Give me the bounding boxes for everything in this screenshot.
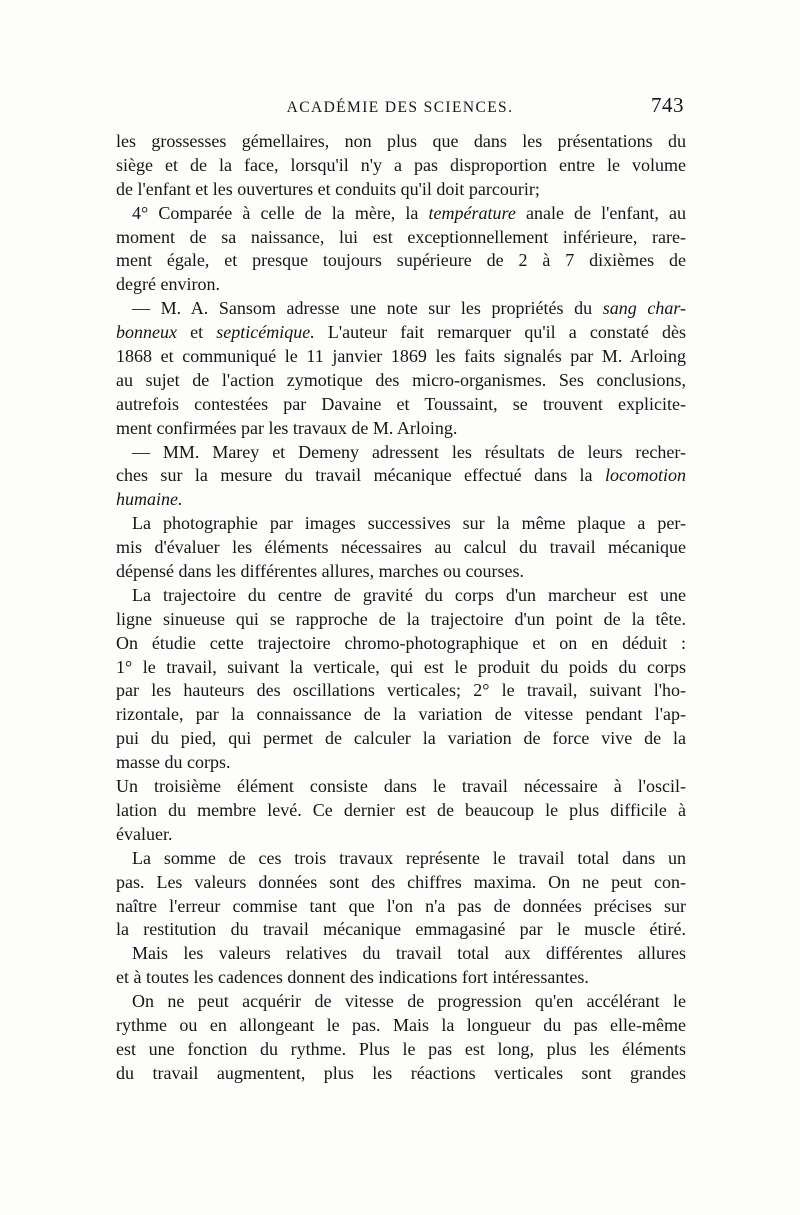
text-run: pas. Les valeurs données sont des chiffres maxima. On ne peut con-	[116, 871, 686, 892]
text-run: lation du membre levé. Ce dernier est de beaucoup le plus difficile à	[116, 799, 686, 820]
text-run: — MM. Marey et Demeny adressent les résultats de leurs recher-	[132, 441, 686, 462]
text-line	[116, 608, 686, 632]
text-run: la restitution du travail mécanique emmagasiné par le muscle étiré.	[116, 919, 686, 940]
body-text	[116, 130, 686, 1086]
italic-text: température	[428, 202, 516, 223]
text-line	[116, 942, 686, 966]
text-line	[116, 464, 686, 488]
text-line	[116, 130, 686, 154]
text-line	[116, 1014, 686, 1038]
text-run: La trajectoire du centre de gravité du corps d'un marcheur est une	[132, 584, 686, 605]
text-run: — M. A. Sansom adresse une note sur les propriétés du	[132, 298, 603, 319]
text-run: degré environ.	[116, 274, 220, 295]
italic-text: bonneux	[116, 322, 177, 343]
text-run: masse du corps.	[116, 752, 231, 773]
running-header	[116, 93, 684, 123]
text-run: au sujet de l'action zymotique des micro-organismes. Ses conclusions,	[116, 369, 686, 390]
text-line	[116, 345, 686, 369]
text-line	[116, 154, 686, 178]
text-run: La photographie par images successives sur la même plaque a per-	[132, 513, 686, 534]
italic-text: septicémique.	[216, 322, 315, 343]
text-run: naître l'erreur commise tant que l'on n'a pas de données précises sur	[116, 895, 686, 916]
text-run: de l'enfant et les ouvertures et conduits qu'il doit parcourir;	[116, 178, 540, 199]
text-run: On étudie cette trajectoire chromo-photographique et on en déduit :	[116, 632, 686, 653]
text-line	[116, 895, 686, 919]
text-run: La somme de ces trois travaux représente le travail total dans un	[132, 847, 686, 868]
text-line	[116, 273, 686, 297]
text-line	[116, 966, 686, 990]
text-run: évaluer.	[116, 823, 173, 844]
text-line	[116, 990, 686, 1014]
text-run: pui du pied, qui permet de calculer la variation de force vive de la	[116, 728, 686, 749]
text-line	[116, 512, 686, 536]
text-line	[116, 321, 686, 345]
text-run: Mais les valeurs relatives du travail total aux différentes allures	[132, 943, 686, 964]
text-line	[116, 727, 686, 751]
text-line	[116, 847, 686, 871]
text-line	[116, 297, 686, 321]
text-line	[116, 823, 686, 847]
text-run: 1° le travail, suivant la verticale, qui est le produit du poids du corps	[116, 656, 686, 677]
text-line	[116, 369, 686, 393]
text-line	[116, 417, 686, 441]
text-line	[116, 799, 686, 823]
text-line	[116, 871, 686, 895]
text-line	[116, 226, 686, 250]
text-run: les grossesses gémellaires, non plus que dans les présentations du	[116, 131, 686, 151]
text-line	[116, 751, 686, 775]
text-line	[116, 632, 686, 656]
text-line	[116, 536, 686, 560]
text-line	[116, 918, 686, 942]
text-run: rizontale, par la connaissance de la variation de vitesse pendant l'ap-	[116, 704, 686, 725]
text-line	[116, 703, 686, 727]
italic-text: humaine.	[116, 489, 183, 510]
text-run: On ne peut acquérir de vitesse de progression qu'en accélérant le	[132, 991, 686, 1012]
text-run: ligne sinueuse qui se rapproche de la trajectoire d'un point de la tête.	[116, 608, 686, 629]
text-line	[116, 560, 686, 584]
text-run: mis d'évaluer les éléments nécessaires au calcul du travail mécanique	[116, 537, 686, 558]
text-run: Un troisième élément consiste dans le travail nécessaire à l'oscil-	[116, 776, 686, 797]
text-run: ment confirmées par les travaux de M. Arloing.	[116, 417, 458, 438]
text-run: est une fonction du rythme. Plus le pas est long, plus les éléments	[116, 1038, 686, 1059]
text-line	[116, 1038, 686, 1062]
text-line	[116, 393, 686, 417]
text-run: ment égale, et presque toujours supérieure de 2 à 7 dixièmes de	[116, 250, 686, 271]
running-title: ACADÉMIE DES SCIENCES.	[286, 99, 514, 116]
text-run: rythme ou en allongeant le pas. Mais la longueur du pas elle-même	[116, 1014, 686, 1035]
text-line	[116, 656, 686, 680]
text-run: par les hauteurs des oscillations verticales; 2° le travail, suivant l'ho-	[116, 680, 686, 701]
text-line	[116, 679, 686, 703]
text-line	[116, 441, 686, 465]
text-run: du travail augmentent, plus les réactions verticales sont grandes	[116, 1062, 686, 1083]
text-line	[116, 775, 686, 799]
text-line	[116, 1062, 686, 1086]
text-run: anale de l'enfant, au	[515, 202, 686, 223]
text-line	[116, 488, 686, 512]
italic-text: locomotion	[605, 465, 686, 486]
text-run: ches sur la mesure du travail mécanique effectué dans la	[116, 465, 605, 486]
text-run: et	[176, 322, 217, 343]
text-run: 1868 et communiqué le 11 janvier 1869 les faits signalés par M. Arloing	[116, 346, 686, 367]
text-run: et à toutes les cadences donnent des indications fort intéressantes.	[116, 967, 589, 988]
text-run: siège et de la face, lorsqu'il n'y a pas disproportion entre le volume	[116, 154, 686, 175]
text-run: L'auteur fait remarquer qu'il a constaté dès	[314, 322, 686, 343]
text-line	[116, 202, 686, 226]
text-run: dépensé dans les différentes allures, marches ou courses.	[116, 561, 525, 582]
text-run: moment de sa naissance, lui est exceptionnellement inférieure, rare-	[116, 226, 686, 247]
text-line	[116, 584, 686, 608]
text-line	[116, 178, 686, 202]
text-run: 4° Comparée à celle de la mère, la	[132, 202, 429, 223]
page-number: 743	[651, 93, 684, 117]
text-run: autrefois contestées par Davaine et Toussaint, se trouvent explicite-	[116, 393, 686, 414]
italic-text: sang char-	[602, 298, 687, 319]
text-line	[116, 249, 686, 273]
